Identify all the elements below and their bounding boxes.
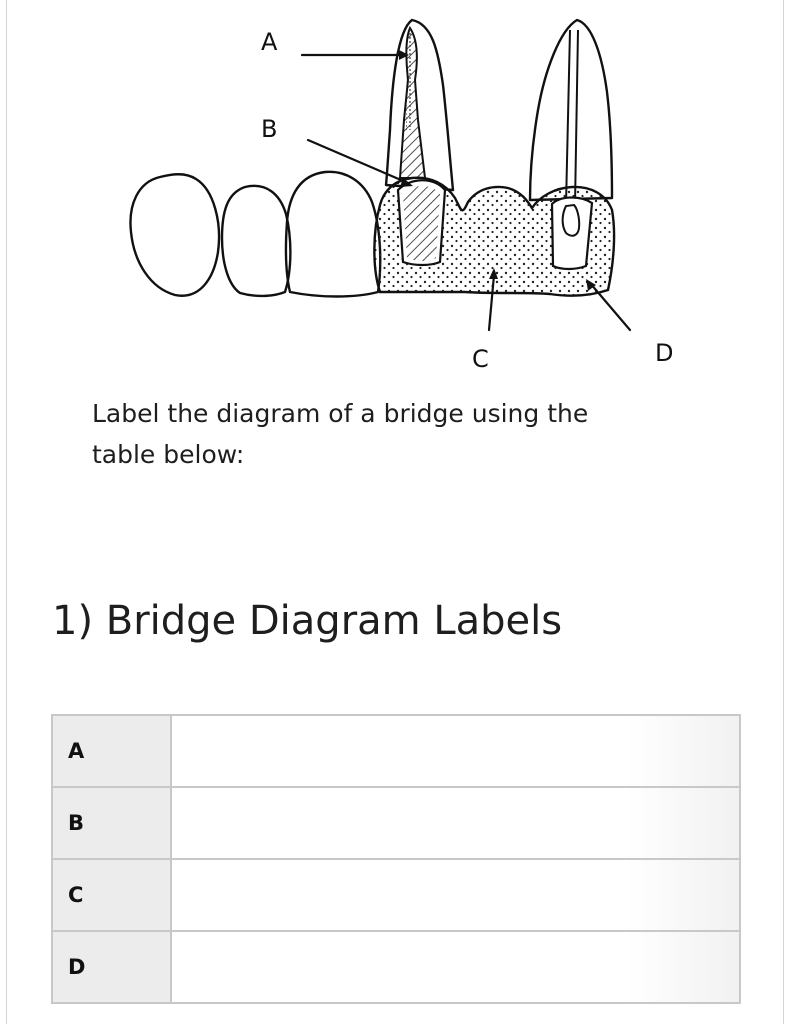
root-canal-post xyxy=(400,28,425,178)
row-key-d: D xyxy=(52,931,171,1003)
tooth-natural-second xyxy=(222,186,290,296)
diagram-label-b: B xyxy=(261,115,278,143)
tooth-natural-third xyxy=(286,172,380,297)
leader-line-b xyxy=(308,140,408,183)
answer-field-b[interactable] xyxy=(171,787,740,859)
labels-table xyxy=(51,714,741,1004)
answer-field-c[interactable] xyxy=(171,859,740,931)
answer-field-a[interactable] xyxy=(171,715,740,787)
section-title: 1) Bridge Diagram Labels xyxy=(52,598,563,644)
table-row xyxy=(52,787,740,859)
diagram-label-d: D xyxy=(655,339,674,367)
tooth-natural-left xyxy=(130,174,219,295)
leader-line-d xyxy=(590,283,630,330)
table-row xyxy=(52,931,740,1003)
diagram-label-a: A xyxy=(261,28,278,56)
bridge-diagram xyxy=(0,0,790,390)
row-key-b: B xyxy=(52,787,171,859)
row-key-c: C xyxy=(52,859,171,931)
row-key-a: A xyxy=(52,715,171,787)
table-row xyxy=(52,859,740,931)
table-row xyxy=(52,715,740,787)
abutment-root-right xyxy=(530,20,612,200)
answer-field-d[interactable] xyxy=(171,931,740,1003)
diagram-label-c: C xyxy=(472,345,489,373)
instructions-text: Label the diagram of a bridge using the table below: xyxy=(92,399,589,469)
